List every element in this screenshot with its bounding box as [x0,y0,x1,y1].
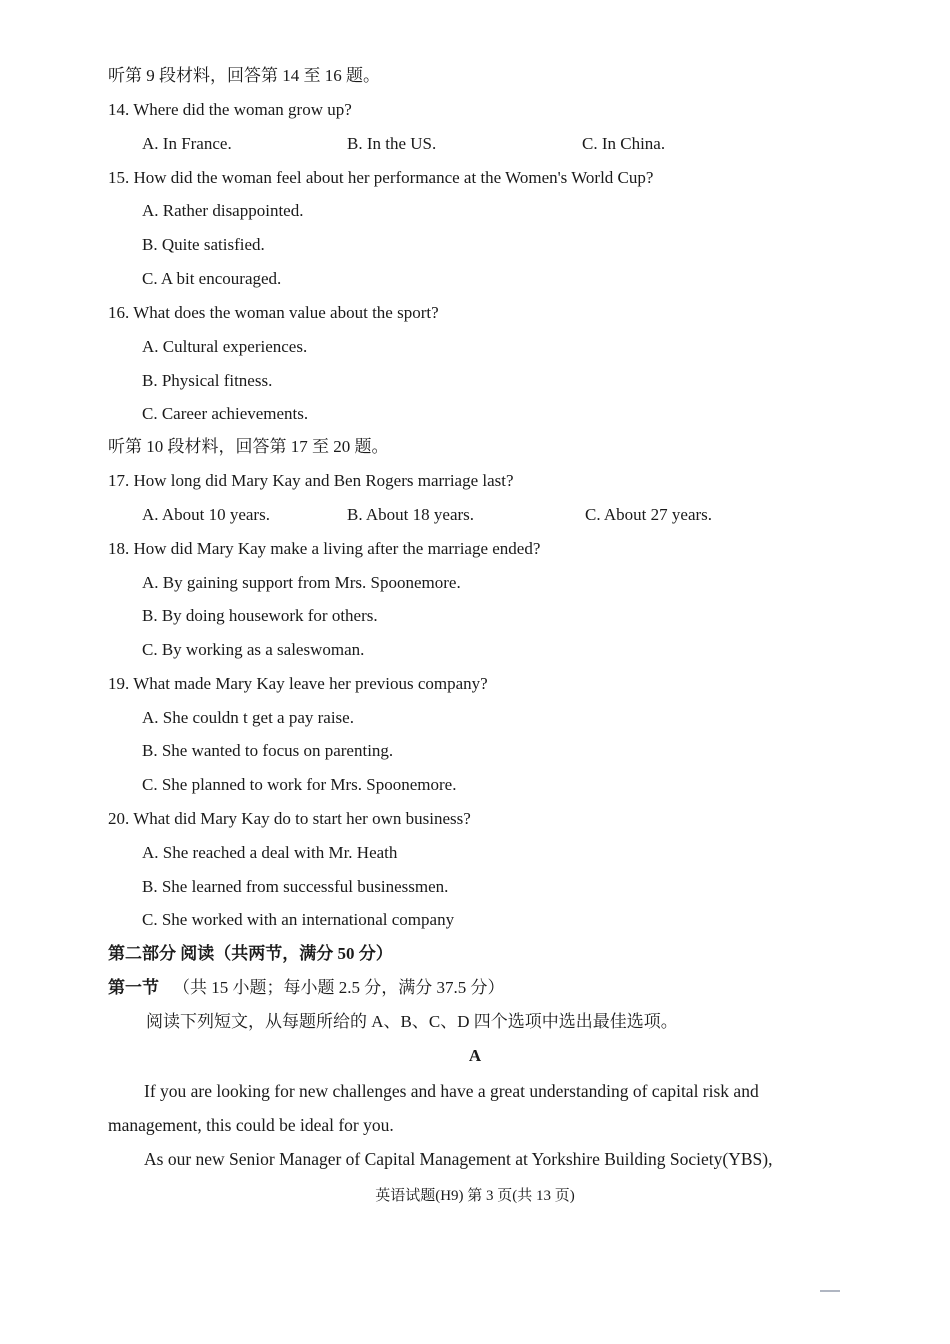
passage-paragraph-1: If you are looking for new challenges and have a great understanding of capital risk and management, this could be ideal for you. [108,1081,759,1135]
question-18-stem: 18. How did Mary Kay make a living after the marriage ended? [108,539,541,558]
question-19-stem: 19. What made Mary Kay leave her previous company? [108,674,488,693]
question-18-option-c: C. By working as a saleswoman. [142,640,365,659]
question-15-stem: 15. How did the woman feel about her performance at the Women's World Cup? [108,168,654,187]
question-18-option-b: B. By doing housework for others. [142,606,378,625]
question-14-option-a: A. In France. [142,134,232,153]
reading-instruction: 阅读下列短文，从每题所给的 A、B、C、D 四个选项中选出最佳选项。 [146,1012,678,1031]
passage-paragraph-2: As our new Senior Manager of Capital Management at Yorkshire Building Society(YBS), [144,1149,773,1169]
question-15-option-b: B. Quite satisfied. [142,235,265,254]
question-16-option-b: B. Physical fitness. [142,371,273,390]
question-15-option-a: A. Rather disappointed. [142,201,304,220]
question-16-option-a: A. Cultural experiences. [142,337,308,356]
passage-title: A [468,1046,482,1065]
part-2-heading: 第二部分 阅读（共两节，满分 50 分） [108,944,393,963]
question-18-option-a: A. By gaining support from Mrs. Spoonemore. [142,573,461,592]
page-footer: 英语试题(H9) 第 3 页(共 13 页) [375,1188,575,1204]
scan-mark [820,1290,840,1292]
question-19-option-c: C. She planned to work for Mrs. Spoonemore. [142,775,457,794]
section-9-header: 听第 9 段材料，回答第 14 至 16 题。 [108,66,380,85]
question-20-option-a: A. She reached a deal with Mr. Heath [142,843,398,862]
question-14-option-c: C. In China. [582,134,666,153]
section-1-info: （共 15 小题；每小题 2.5 分，满分 37.5 分） [173,978,505,997]
section-1-heading [108,978,505,998]
question-17-stem: 17. How long did Mary Kay and Ben Rogers marriage last? [108,471,514,490]
question-17-option-a: A. About 10 years. [142,505,270,524]
question-20-option-c: C. She worked with an international company [142,910,455,929]
section-1-label: 第一节 [108,978,159,997]
question-20-stem: 20. What did Mary Kay do to start her own business? [108,809,471,828]
question-19-option-b: B. She wanted to focus on parenting. [142,741,394,760]
question-19-option-a: A. She couldn t get a pay raise. [142,708,354,727]
question-14-option-b: B. In the US. [347,134,437,153]
question-15-option-c: C. A bit encouraged. [142,269,282,288]
section-10-header: 听第 10 段材料，回答第 17 至 20 题。 [108,437,389,456]
question-16-option-c: C. Career achievements. [142,404,309,423]
question-16-stem: 16. What does the woman value about the sport? [108,303,439,322]
question-17-option-b: B. About 18 years. [347,505,475,524]
question-17-option-c: C. About 27 years. [585,505,713,524]
question-14-stem: 14. Where did the woman grow up? [108,100,352,119]
question-20-option-b: B. She learned from successful businessmen. [142,877,449,896]
